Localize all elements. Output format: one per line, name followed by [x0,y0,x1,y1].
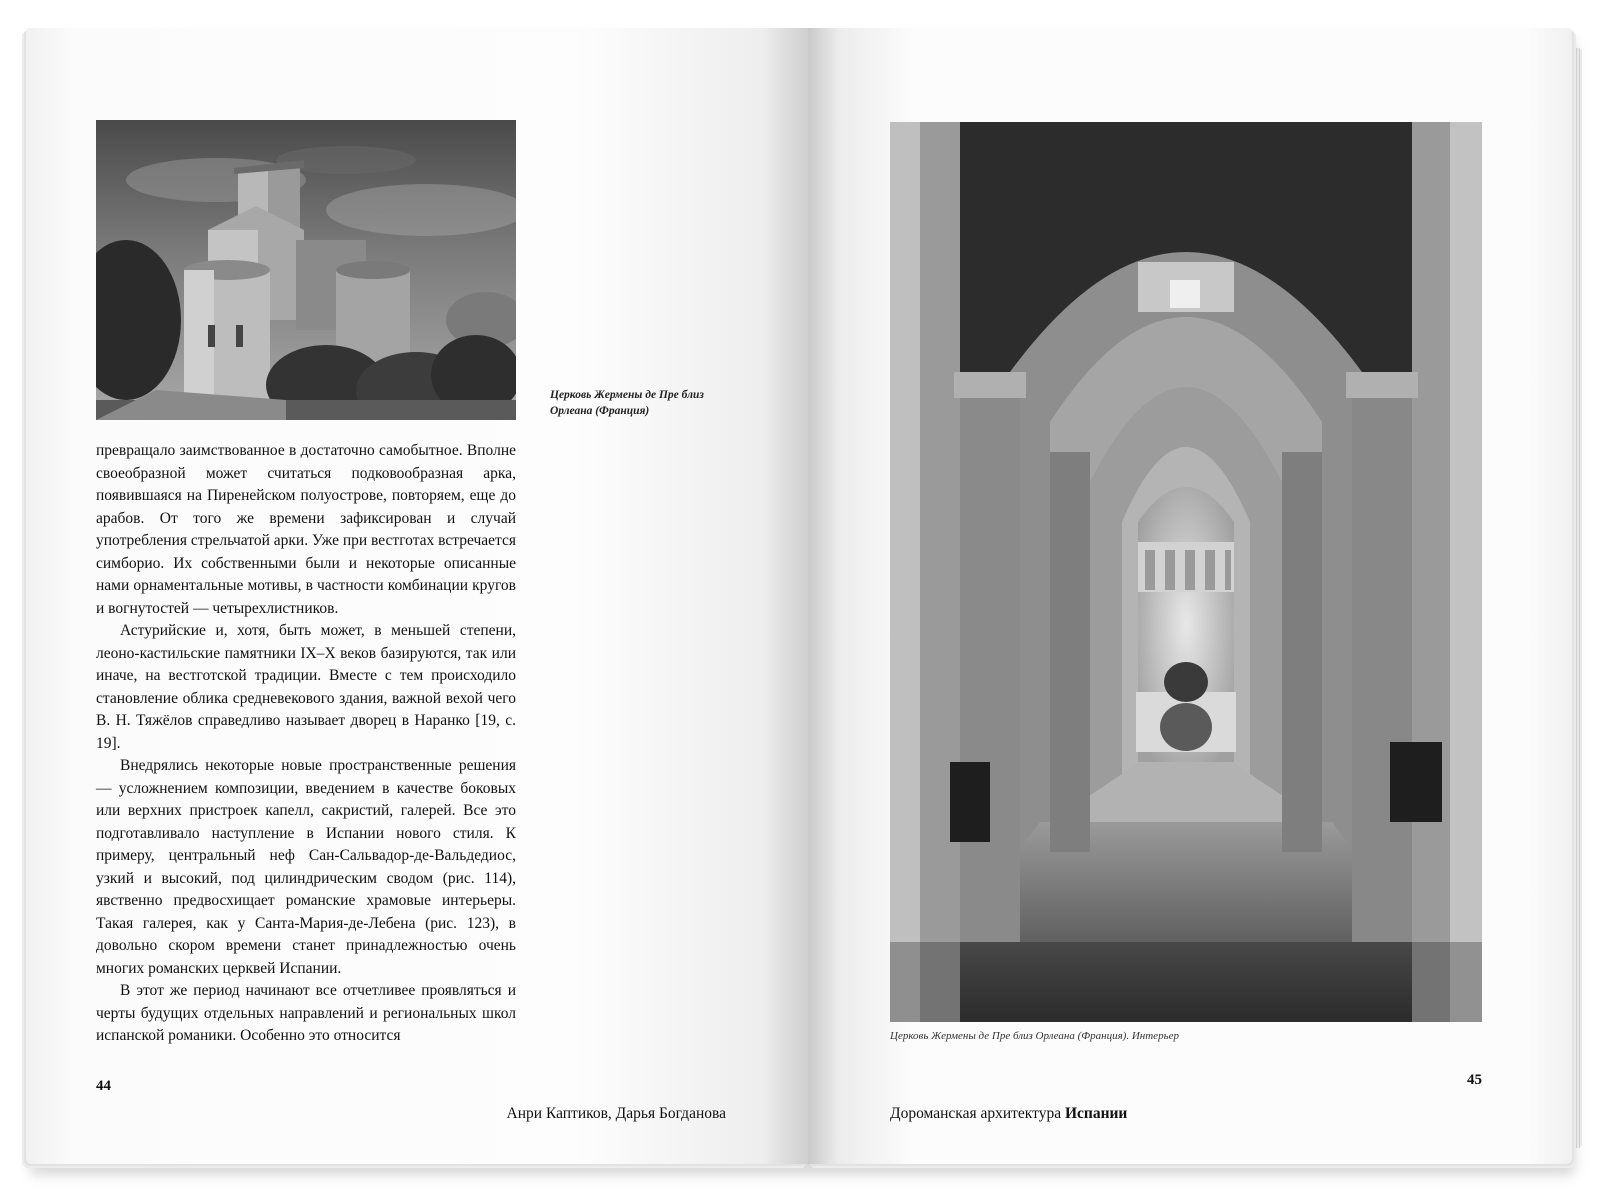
page-number-right: 45 [1467,1072,1482,1088]
running-footer-left: Анри Каптиков, Дарья Богданова [506,1105,726,1122]
paragraph: превращало заимствованное в достаточно самобытное. Вполне своеобразной может считаться подковообразная арка, появившаяся на Пиренейском полуострове, повторяем, еще до арабов. От того же времени зафиксирован и случай употребления стрельчатой арки. Уже при вестготах встречается симборио. Их собственными были и некоторые описанные нами орнаментальные мотивы, в частности комбинации кругов и вогнутостей — четырехлистников. [96,442,517,617]
left-body-text [96,440,516,1048]
paragraph: Астурийские и, хотя, быть может, в меньшей степени, леоно-кастильские памятники IX–X веков базируются, так или иначе, на вестготской традиции. Вместе с тем происходило становление облика средневекового здания, важной вехой чего В. Н. Тяжёлов справедливо называет дворец в Наранко [19, с. 19]. [96,622,516,752]
church-exterior-photo [96,120,516,420]
running-footer-right-bold: Испании [1064,1105,1128,1122]
page-number-left: 44 [96,1078,111,1094]
right-photo-caption: Церковь Жермены де Пре близ Орлеана (Франция). Интерьер [890,1030,1179,1042]
running-footer-right [890,1105,1290,1123]
left-page [26,28,808,1164]
running-footer-right-plain: Дороманская архитектура [890,1105,1065,1122]
left-photo-caption: Церковь Жермены де Пре близ Орлеана (Франция) [550,389,704,417]
right-page [808,28,1572,1164]
paragraph: Внедрялись некоторые новые пространственные решения — усложнением композиции, введением в качестве боковых или верхних пристроек капелл, сакристий, галерей. Все это подготавливало наступление в Испании нового стиля. К примеру, центральный неф Сан-Сальвадор-де-Вальдедиос, узкий и высокий, под цилиндрическим сводом (рис. 114), явственно предвосхищает романские храмовые интерьеры. Такая галерея, как у Санта-Мария-де-Лебена (рис. 123), в довольно скором времени станет принадлежностью очень многих романских церквей Испании. [96,757,516,977]
church-interior-photo [890,122,1482,1022]
paragraph: В этот же период начинают все отчетливее проявляться и черты будущих отдельных направлений и региональных школ испанской романики. Особенно это относится [96,982,516,1044]
